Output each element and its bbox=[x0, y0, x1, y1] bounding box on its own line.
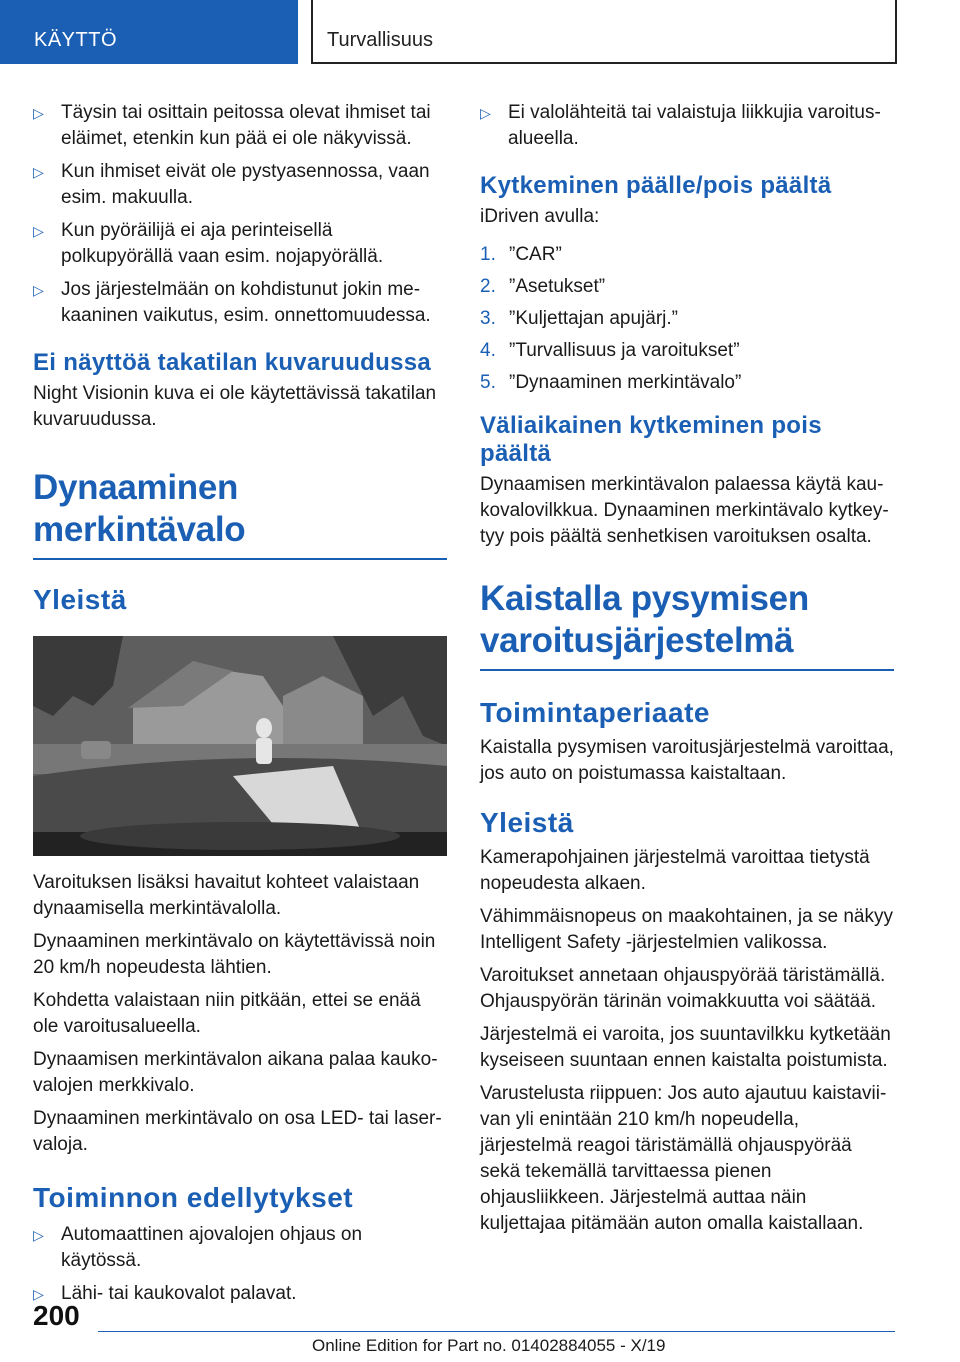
triangle-bullet-icon: ▷ bbox=[33, 105, 44, 121]
paragraph: Varoituksen lisäksi havaitut kohteet valaistaan dynaamisella merkintävalolla. bbox=[33, 872, 420, 919]
numbered-step: 1. ”CAR” bbox=[480, 244, 562, 265]
numbered-step: 4. ”Turvallisuus ja varoitukset” bbox=[480, 340, 740, 361]
chapter-title: Turvallisuus bbox=[327, 29, 433, 51]
section-tab bbox=[0, 0, 298, 64]
footer-edition: Online Edition for Part no. 01402884055 - X/19 bbox=[312, 1336, 666, 1355]
list-item: ▷ Ei valolähteitä tai valaistuja liikkujia varoitusalueella. bbox=[480, 102, 881, 149]
numbered-step: 3. ”Kuljettajan apujärj.” bbox=[480, 308, 678, 329]
list-item: ▷ Lähi- tai kaukovalot palavat. bbox=[33, 1281, 447, 1307]
paragraph: Varoitukset annetaan ohjauspyörää täristämällä. Ohjauspyörän tärinän voimakkuutta voi säätää. bbox=[480, 965, 886, 1012]
paragraph: Kamerapohjainen järjestelmä varoittaa tietystä nopeudesta alkaen. bbox=[480, 847, 870, 894]
heading-principle: Toimintaperiaate bbox=[480, 697, 710, 728]
paragraph: Vähimmäisnopeus on maakohtainen, ja se näkyy Intelligent Safety -järjestelmien valikossa. bbox=[480, 906, 893, 953]
list-item: ▷ Kun ihmiset eivät ole pystyasennossa, vaan esim. makuulla. bbox=[33, 161, 430, 208]
section-label: KÄYTTÖ bbox=[34, 29, 118, 51]
heading-general: Yleistä bbox=[33, 584, 127, 615]
heading-lane-departure-warning: Kaistalla pysymisen varoitusjärjestelmä bbox=[480, 578, 894, 671]
list-item: ▷ Jos järjestelmään on kohdistunut jokin mekaaninen vaikutus, esim. onnettomuudessa. bbox=[33, 279, 431, 326]
right-column bbox=[480, 100, 894, 1244]
paragraph: Dynaaminen merkintävalo on käytettävissä noin 20 km/h nopeudesta lähtien. bbox=[33, 931, 436, 978]
triangle-bullet-icon: ▷ bbox=[33, 164, 44, 180]
page-number: 200 bbox=[33, 1300, 80, 1331]
night-vision-figure bbox=[33, 636, 447, 856]
list-item: ▷ Täysin tai osittain peitossa olevat ihmiset tai eläimet, etenkin kun pää ei ole näkyvissä. bbox=[33, 102, 431, 149]
triangle-bullet-icon: ▷ bbox=[33, 1227, 44, 1243]
triangle-bullet-icon: ▷ bbox=[33, 223, 44, 239]
triangle-bullet-icon: ▷ bbox=[33, 1286, 44, 1302]
footer-divider bbox=[98, 1331, 895, 1332]
list-item: ▷ Kun pyöräilijä ei aja perinteisellä polkupyörällä vaan esim. nojapyörällä. bbox=[33, 220, 384, 267]
heading-switch-on-off: Kytkeminen päälle/pois päältä bbox=[480, 172, 832, 199]
night-vision-illustration bbox=[33, 636, 447, 856]
numbered-step: 5. ”Dynaaminen merkintävalo” bbox=[480, 372, 742, 393]
paragraph: Dynaamisen merkintävalon palaessa käytä kaukovalovilkkua. Dynaaminen merkintävalo kytkeytyy pois päältä senhetkisen varoituksen osalta. bbox=[480, 474, 889, 547]
numbered-step: 2. ”Asetukset” bbox=[480, 276, 606, 297]
heading-no-image: Ei näyttöä takatilan kuvaruudussa bbox=[33, 349, 432, 376]
heading-general: Yleistä bbox=[480, 807, 574, 838]
paragraph: Varustelusta riippuen: Jos auto ajautuu kaistaviivan yli enintään 210 km/h nopeudella, järjestelmä reagoi täristämällä ohjauspyörää sekä tekemällä tarvittaessa pienen ohjausliikkeen. Järjestelmä auttaa näin kuljettajaa pitämään auton omalla kaistallaan. bbox=[480, 1083, 887, 1234]
paragraph: iDriven avulla: bbox=[480, 206, 600, 227]
chapter-tab bbox=[311, 0, 897, 64]
heading-dynamic-marker-light: Dynaaminen merkintävalo bbox=[33, 467, 447, 560]
triangle-bullet-icon: ▷ bbox=[480, 105, 491, 121]
heading-temporary-off: Väliaikainen kytkeminen pois päältä bbox=[480, 412, 822, 467]
paragraph: Kaistalla pysymisen varoitusjärjestelmä varoittaa, jos auto on poistumassa kaistaltaan. bbox=[480, 737, 894, 784]
heading-conditions: Toiminnon edellytykset bbox=[33, 1182, 354, 1213]
paragraph: Järjestelmä ei varoita, jos suuntavilkku kytketään kyseiseen suuntaan ennen kaistalta poistumista. bbox=[480, 1024, 891, 1071]
paragraph: Kohdetta valaistaan niin pitkään, ettei se enää ole varoitusalueella. bbox=[33, 990, 421, 1037]
paragraph: Dynaaminen merkintävalo on osa LED- tai laservaloja. bbox=[33, 1108, 442, 1155]
left-column bbox=[33, 100, 447, 1314]
paragraph: Night Visionin kuva ei ole käytettävissä takatilan kuvaruudussa. bbox=[33, 383, 437, 430]
triangle-bullet-icon: ▷ bbox=[33, 282, 44, 298]
paragraph: Dynaamisen merkintävalon aikana palaa kaukovalojen merkkivalo. bbox=[33, 1049, 438, 1096]
list-item: ▷ Automaattinen ajovalojen ohjaus on käytössä. bbox=[33, 1224, 363, 1271]
